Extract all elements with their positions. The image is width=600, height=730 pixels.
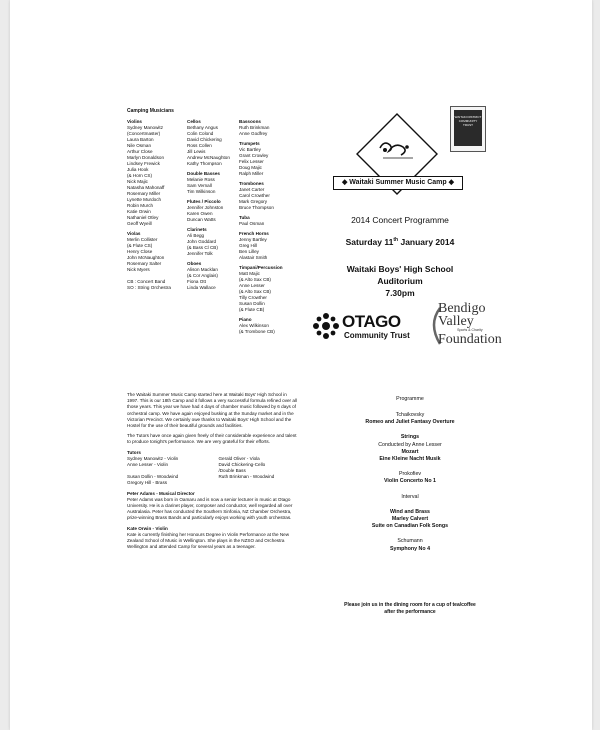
musician-name: Ralph Miller — [239, 171, 264, 176]
tutors-right — [218, 456, 297, 487]
section-heading: Flutes / Piccolo — [187, 199, 221, 204]
musicians-column-3 — [239, 119, 283, 335]
programme-item — [310, 434, 510, 463]
musician-name: John Goddard — [187, 239, 217, 244]
programme-work: Symphony No 4 — [389, 545, 431, 552]
musician-name: Laura Barton — [127, 137, 154, 142]
musician-name: Alex Wilkinson — [239, 323, 269, 328]
musician-name: Jennifer Tolk — [187, 251, 213, 256]
kate-heading: Kate Orwin - Violin — [127, 525, 168, 531]
musician-name: (& Flute CS) — [127, 243, 153, 248]
musician-name: Carol Crowther — [239, 193, 270, 198]
musician-name: Julia Hook — [127, 167, 149, 172]
musician-name: Nick Majic — [127, 179, 148, 184]
musician-name: (& Flute CB) — [239, 307, 265, 312]
logo-band — [333, 176, 463, 190]
musician-name: Robin Murch — [127, 203, 154, 208]
about-paragraph-2: The Tutors have once again given freely of their considerable experience and talent to produce tonight's performance. We are very grateful for their efforts. — [127, 433, 297, 445]
section-heading: Oboes — [187, 261, 202, 266]
section-heading: Trombones — [239, 181, 264, 186]
musician-name: (& Alto Sax CB) — [239, 277, 271, 282]
programme-item — [310, 471, 510, 485]
musician-name: Jill Lewis — [187, 149, 206, 154]
musician-name: Nick Myers — [127, 267, 150, 272]
bendigo-line-3: Foundation — [438, 332, 502, 347]
musician-name: Rosemary Miller — [127, 191, 161, 196]
section-heading: Violas — [127, 231, 141, 236]
tutor-entry: Ruth Brinkman - Woodwind — [218, 474, 275, 480]
bendigo-small: Sports & Charity — [457, 328, 483, 332]
musician-name: (& Alto Sax CB) — [239, 289, 271, 294]
musician-name: Grant Crowley — [239, 153, 269, 158]
programme-extra: Marley Calvert — [391, 516, 429, 523]
tutors-heading: Tutors — [127, 449, 141, 455]
section-heading: Violins — [127, 119, 142, 124]
music-camp-logo — [325, 108, 469, 198]
musician-name: Jenny Bartley — [239, 237, 267, 242]
musician-name: Ben Lilley — [239, 249, 259, 254]
musician-name: (Concertmaster) — [127, 131, 161, 136]
programme-item — [310, 509, 510, 531]
programme-composer: Interval — [401, 493, 419, 500]
musician-name: Melanie Ross — [187, 177, 215, 182]
closing-line-2: after the performance — [384, 609, 436, 615]
musician-name: (& Trombone CB) — [239, 329, 275, 334]
musician-name: Anne Godfrey — [239, 131, 268, 136]
closing-line-1: Please join us in the dining room for a cup of tea/coffee — [344, 602, 476, 608]
legend-note: SO : String Orchestra — [127, 285, 171, 290]
musician-name: Janet Carter — [239, 187, 265, 192]
programme-work: Eine Kleine Nacht Musik — [379, 456, 441, 463]
programme-composer: Prokofiev — [398, 471, 422, 478]
programme-composer-2: Mozart — [401, 448, 419, 455]
programme-item — [310, 412, 510, 426]
musician-name: Greg Hill — [239, 243, 257, 248]
musician-name: Felix Lesser — [239, 159, 264, 164]
musician-name: Jennifer Johnston — [187, 205, 224, 210]
concert-date-suffix: January 2014 — [398, 237, 455, 247]
brochure-page — [10, 0, 592, 730]
tutors-list — [127, 456, 297, 487]
musician-name: Tilly Crowther — [239, 295, 267, 300]
programme-closing — [310, 602, 510, 616]
section-heading: Clarinets — [187, 227, 207, 232]
musician-name: Rosemary Salter — [127, 261, 162, 266]
programme-heading: Programme — [396, 396, 424, 402]
musician-name: Ali Begg — [187, 233, 205, 238]
musician-name: Bethany Angus — [187, 125, 218, 130]
peter-heading: Peter Adams - Musical Director — [127, 490, 195, 496]
programme-work: Romeo and Juliet Fantasy Overture — [365, 419, 455, 426]
tutor-entry: Gregory Hill - Brass — [127, 480, 168, 486]
programme-composer: Strings — [400, 434, 420, 441]
musician-name: Henry Close — [127, 249, 153, 254]
diamond-left-icon: ◆ — [341, 179, 350, 186]
legend-note: CB : Concert Band — [127, 279, 166, 284]
musician-name: Duncan Watts — [187, 217, 216, 222]
musician-name: Ross Collen — [187, 143, 212, 148]
section-heading: Cellos — [187, 119, 201, 124]
musician-name: Natasha Mahonaff — [127, 185, 165, 190]
otago-emblem-icon — [312, 312, 340, 340]
musician-name: Susan Dollin — [239, 301, 265, 306]
musician-name: Fiona Ott — [187, 279, 206, 284]
musician-name: Anne Lesser — [239, 283, 265, 288]
musician-name: Lindsey Frewick — [127, 161, 160, 166]
musician-name: (& Horn CS) — [127, 173, 153, 178]
programme-composer: Wind and Brass — [390, 508, 430, 515]
musician-name: Tim Wilkinson — [187, 189, 216, 194]
programme-item — [310, 494, 510, 501]
musician-name: Paul Osman — [239, 221, 265, 226]
kate-bio: Kate is currently finishing her Honours Degree in Violin Performance at the New Zealand School of Music in Wellington. She plays in the NZSO and Orchestra Wellington and attended Camp for several years as a teenager. — [127, 531, 290, 550]
programme-item — [310, 538, 510, 552]
musicians-title: Camping Musicians — [127, 108, 174, 114]
section-heading: Timpani/Percussion — [239, 265, 283, 270]
badge-line-1: WAITAKI DISTRICT — [454, 115, 482, 119]
badge-line-2: COMMUNITY — [458, 119, 478, 123]
tutor-entry: Gerald Oliver - Viola — [218, 455, 260, 461]
peter-bio: Peter Adams was born in Oamaru and is now a senior lecturer in music at Otago University. He is a clarinet player, composer and conductor, well regarded all over Australasia. Peter has conducted the Southern Sinfonia, NZ Chamber Orchestra, prize-winning Brass Bands and particularly enjoys working with youth orchestras. — [127, 496, 293, 521]
concert-date — [315, 237, 485, 247]
musician-name: Alastair Smith — [239, 255, 268, 260]
musician-name: Linda Wallace — [187, 285, 216, 290]
otago-sub: Community Trust — [344, 331, 410, 340]
bendigo-line-1: Bendigo — [438, 301, 486, 316]
section-heading: Bassoons — [239, 119, 261, 124]
diamond-right-icon: ◆ — [446, 179, 455, 186]
musician-name: Matt Majic — [239, 271, 260, 276]
musician-name: Kathy Thompson — [187, 161, 222, 166]
tutor-entry: /Double Bass — [218, 468, 246, 474]
section-heading: Piano — [239, 317, 252, 322]
bendigo-text — [438, 302, 502, 346]
about-section — [127, 392, 297, 554]
section-heading: Double Basses — [187, 171, 220, 176]
musicians-column-1 — [127, 119, 171, 291]
tutors-left — [127, 456, 210, 487]
otago-trust-logo — [312, 310, 422, 346]
musician-name: Merlin Collister — [127, 237, 158, 242]
bendigo-line-2: Valley — [438, 314, 474, 329]
logo-band-text: Waitaki Summer Music Camp — [349, 179, 447, 186]
musician-name: Marlyn Donaldson — [127, 155, 165, 160]
musician-name: Geoff Wyeill — [127, 221, 152, 226]
musician-name: (& Bass Cl CB) — [187, 245, 218, 250]
tutor-entry: David Chickering-Cello — [218, 462, 266, 468]
programme-work: Suite on Canadian Folk Songs — [371, 523, 449, 530]
musician-name: Sam Vernall — [187, 183, 212, 188]
programme-extra: Conducted by Anne Lesser — [378, 441, 442, 448]
musician-name: Mark Gregory — [239, 199, 268, 204]
musician-name: Nathaniel Otley — [127, 215, 159, 220]
about-paragraph-1: The Waitaki Summer Music Camp started here at Waitaki Boys' High School in 1997. This is our 18th Camp and it follows a very successful formula refined over all those years. This year we have had 4 days of chamber music followed by 6 days of orchestral camp. We have again enjoyed busking at the Sunday market and in the Victorian Precinct. We certainly owe thanks to Waitaki Boys' High School and the Hostel for the use of their beautiful grounds and facilities. — [127, 392, 297, 429]
district-trust-badge — [450, 106, 486, 152]
musician-name: Andrew McNaughton — [187, 155, 230, 160]
musician-name: Katie Orwin — [127, 209, 151, 214]
musician-name: Colin Colond — [187, 131, 214, 136]
concert-venue — [315, 263, 485, 299]
bendigo-valley-logo — [428, 300, 502, 355]
programme-composer: Tchaikovsky — [395, 412, 425, 418]
concert-time: 7.30pm — [385, 288, 415, 298]
musician-name: John McNaughton — [127, 255, 165, 260]
musician-name: Bruce Thompson — [239, 205, 274, 210]
section-heading: Tuba — [239, 215, 250, 220]
tutor-entry: Sydney Manowitz - Violin — [127, 455, 179, 461]
tutor-entry: Anne Lesser - Violin — [127, 462, 169, 468]
badge-line-3: TRUST — [463, 123, 473, 127]
otago-name: OTAGO — [342, 312, 401, 331]
musician-name: Vic Bartley — [239, 147, 261, 152]
musician-name: Karen Owen — [187, 211, 213, 216]
musician-name: Sydney Manowitz — [127, 125, 164, 130]
musician-name: Lynette Murdoch — [127, 197, 162, 202]
musician-name: Alison Macklan — [187, 267, 218, 272]
musician-name: David Chickering — [187, 137, 222, 142]
musician-name: Doug Majic — [239, 165, 262, 170]
section-heading: Trumpets — [239, 141, 260, 146]
tutor-entry: Susan Dollin - Woodwind — [127, 474, 179, 480]
musician-name: (& Cor Anglais) — [187, 273, 218, 278]
venue-line-2: Auditorium — [377, 276, 423, 286]
musicians-column-2 — [187, 119, 230, 291]
musician-name: Nile Osman — [127, 143, 151, 148]
musician-name: Ruth Brinkman — [239, 125, 270, 130]
concert-date-sup: th — [393, 237, 399, 244]
section-heading: French Horns — [239, 231, 269, 236]
programme-list — [310, 412, 510, 561]
concert-date-prefix: Saturday 11 — [345, 237, 394, 247]
programme-composer: Schumann — [397, 538, 423, 545]
concert-title: 2014 Concert Programme — [351, 215, 449, 225]
venue-line-1: Waitaki Boys' High School — [346, 264, 454, 274]
musician-name: Arthur Close — [127, 149, 153, 154]
programme-work: Violin Concerto No 1 — [384, 478, 436, 485]
